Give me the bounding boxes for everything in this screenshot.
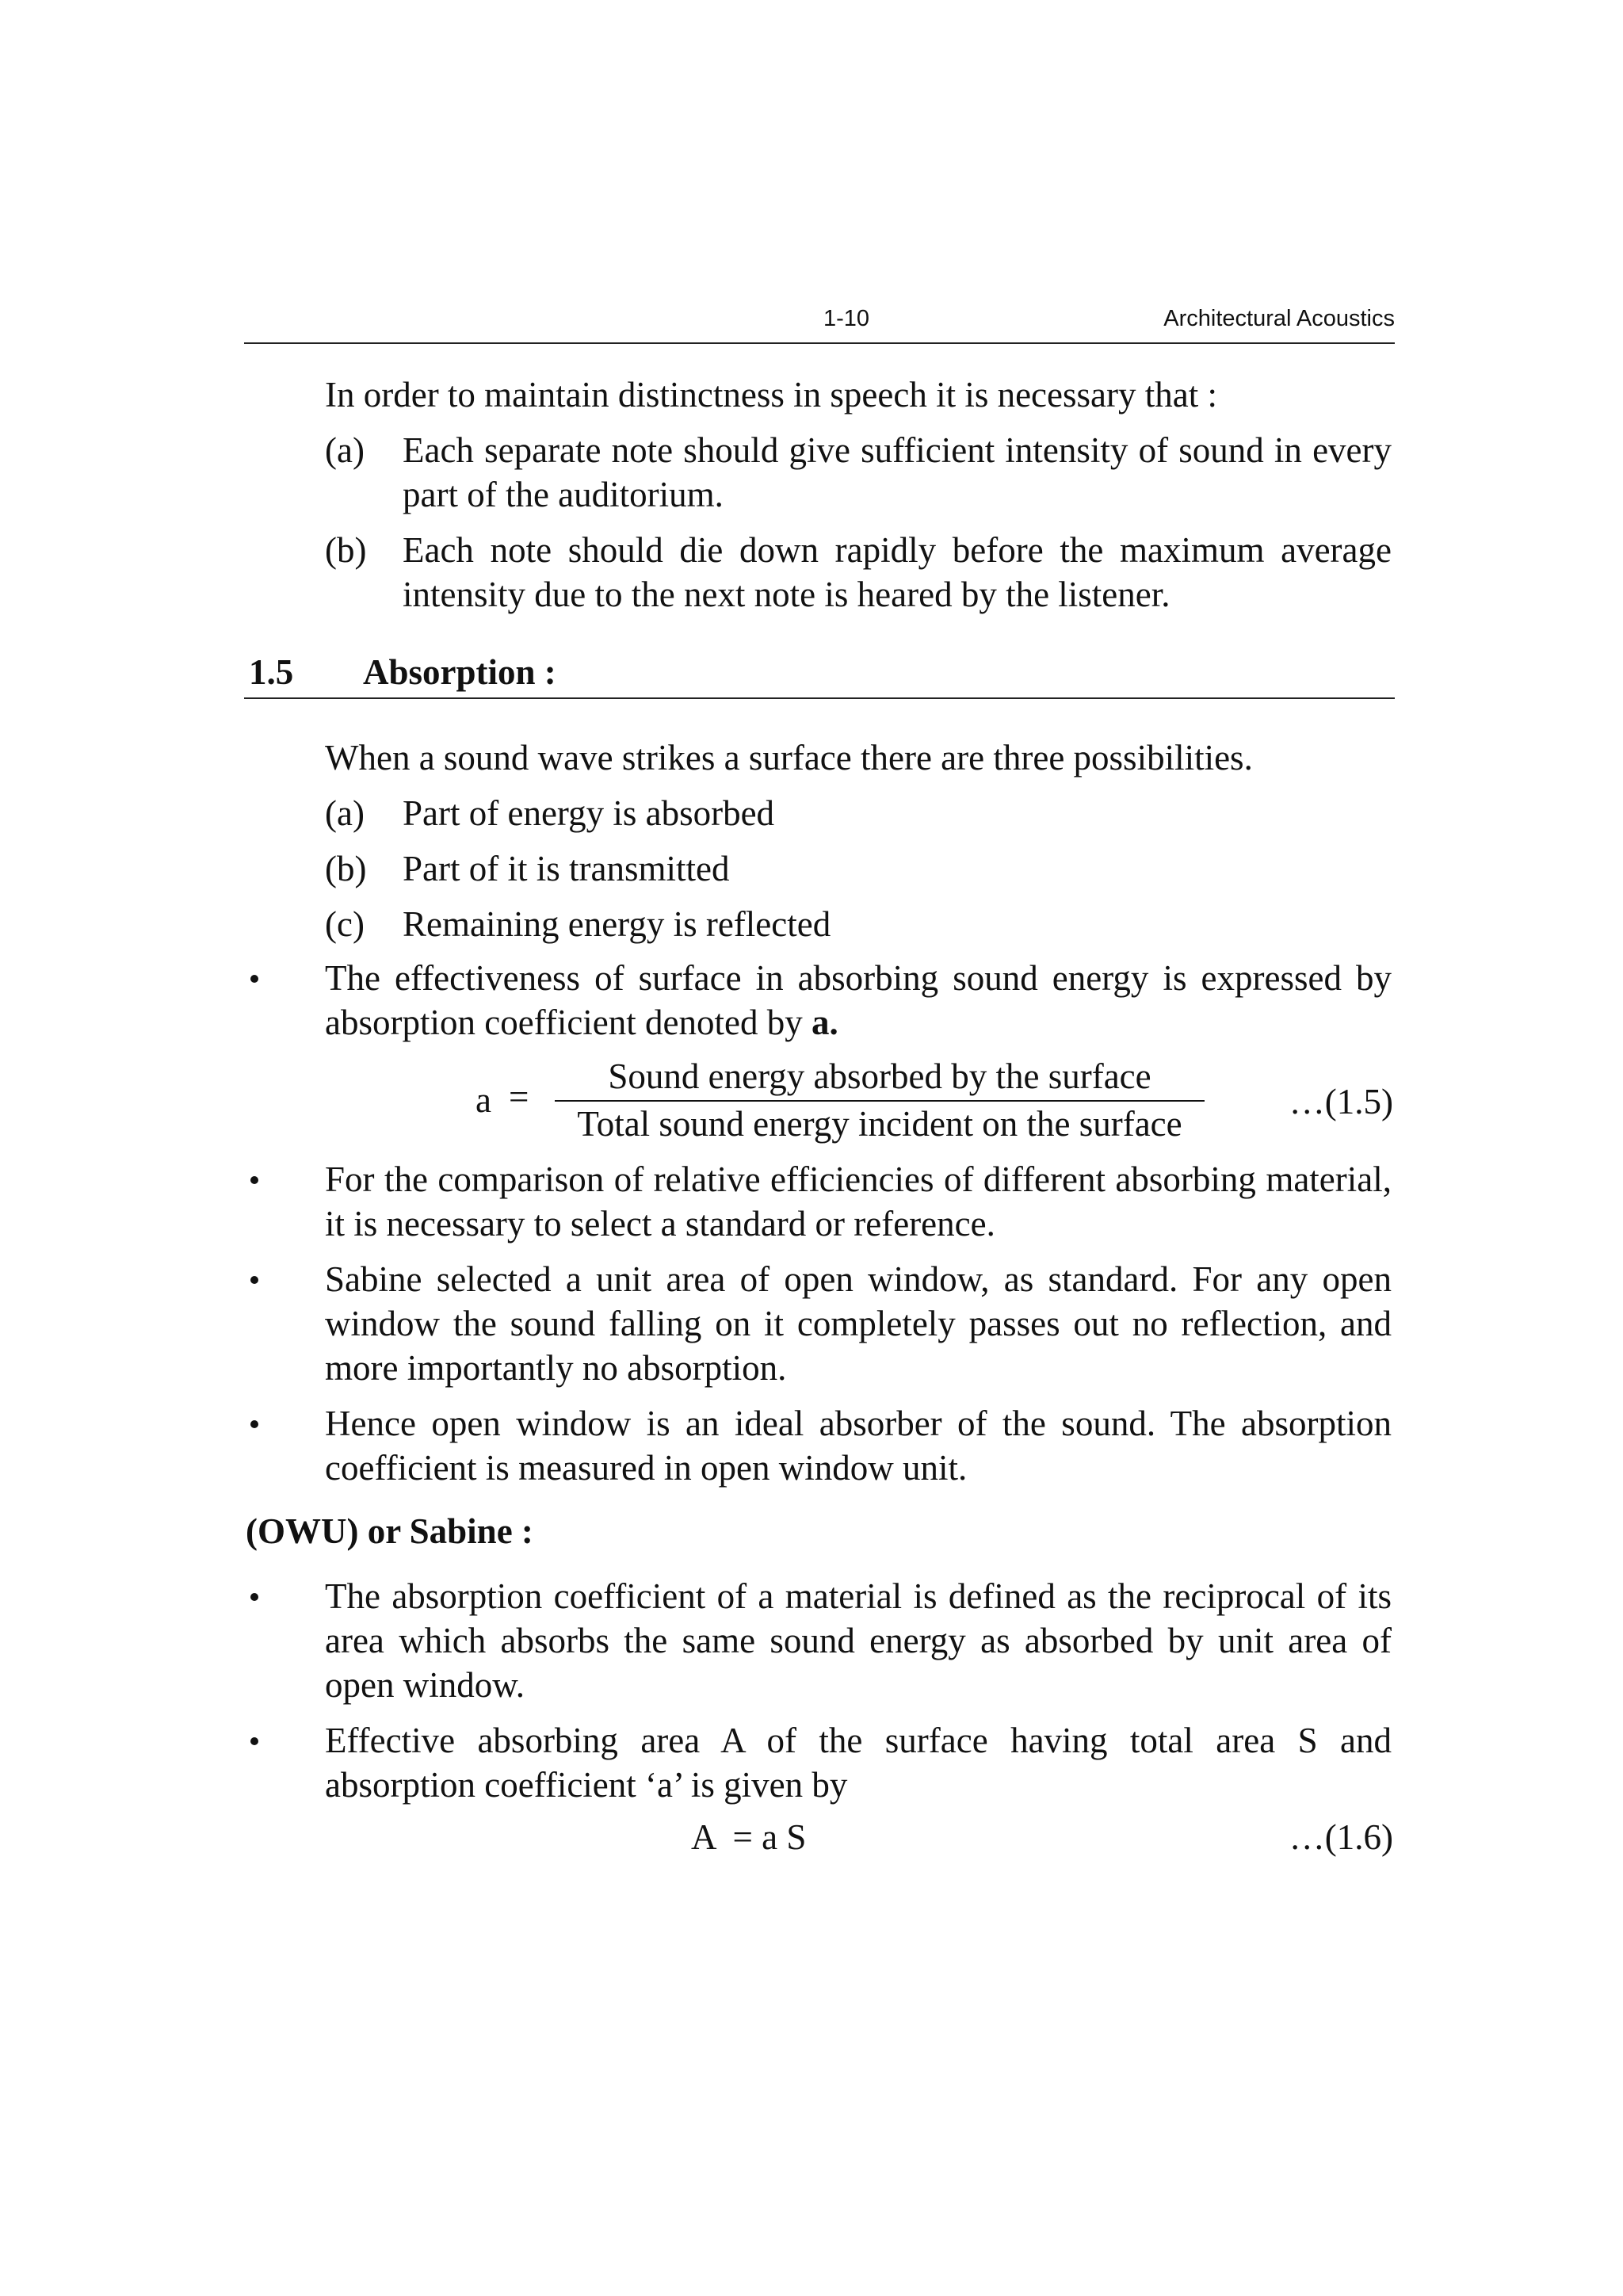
- subheading-owu: (OWU) or Sabine :: [246, 1511, 533, 1551]
- bullet-dot: [250, 1176, 258, 1184]
- bullet-text: Sabine selected a unit area of open window, as standard. For any open window the sound falling on it completely passes out no reflection, and more importantly no absorption.: [325, 1259, 1392, 1388]
- item-text: Remaining energy is reflected: [403, 904, 831, 944]
- absorption-item-a: [325, 791, 1392, 835]
- section-heading: [244, 650, 1395, 699]
- bullet-absorption-coefficient: [244, 956, 1392, 1045]
- equation-ref-1-6: …(1.6): [1289, 1817, 1393, 1857]
- bullet-effective-area: [244, 1718, 1392, 1807]
- bullet-text: The absorption coefficient of a material is defined as the reciprocal of its area which absorbs the same sound energy as absorbed by unit area of open window.: [325, 1576, 1392, 1705]
- absorption-item-c: [325, 902, 1392, 946]
- equation-ref-1-5: …(1.5): [1289, 1082, 1393, 1121]
- bullet-comparison: [244, 1157, 1392, 1246]
- bullet-text: [325, 956, 1392, 1045]
- running-title: Architectural Acoustics: [1163, 306, 1395, 331]
- bullet-text: For the comparison of relative efficiencies of different absorbing material, it is necessary to select a standard or reference.: [325, 1159, 1392, 1244]
- item-marker: (c): [325, 904, 365, 944]
- item-marker: (b): [325, 849, 367, 888]
- bullet-definition: [244, 1574, 1392, 1707]
- bullet-text-main: The effectiveness of surface in absorbing sound energy is expressed by absorption coefficient denoted by: [325, 958, 1392, 1042]
- section-title: Absorption :: [363, 652, 556, 692]
- absorption-lead: When a sound wave strikes a surface there are three possibilities.: [325, 738, 1253, 777]
- bullet-text: Effective absorbing area A of the surface having total area S and absorption coefficient ‘a’ is given by: [325, 1721, 1392, 1805]
- bullet-sabine-standard: [244, 1257, 1392, 1390]
- item-marker: (b): [325, 530, 367, 570]
- item-text: Each note should die down rapidly before the maximum average intensity due to the next note is heared by the listener.: [403, 530, 1392, 614]
- formula-denominator: Total sound energy incident on the surface: [577, 1104, 1182, 1144]
- formula-numerator: Sound energy absorbed by the surface: [555, 1054, 1205, 1102]
- item-text: Each separate note should give sufficient intensity of sound in every part of the auditorium.: [403, 430, 1392, 514]
- page-header: [244, 298, 1395, 344]
- bullet-dot: [250, 975, 258, 983]
- bullet-dot: [250, 1593, 258, 1601]
- item-marker: (a): [325, 430, 365, 470]
- page-number: 1-10: [823, 306, 870, 331]
- formula-lhs: a: [475, 1080, 491, 1120]
- absorption-item-b: [325, 846, 1392, 891]
- item-marker: (a): [325, 793, 365, 833]
- bullet-dot: [250, 1420, 258, 1428]
- formula-equals: =: [509, 1077, 529, 1117]
- formula-1-6: A = a S: [691, 1817, 807, 1857]
- bullet-text: Hence open window is an ideal absorber of the sound. The absorption coefficient is measured in open window unit.: [325, 1404, 1392, 1488]
- bullet-dot: [250, 1737, 258, 1745]
- intro-lead: In order to maintain distinctness in speech it is necessary that :: [325, 375, 1217, 415]
- item-text: Part of energy is absorbed: [403, 793, 775, 833]
- item-text: Part of it is transmitted: [403, 849, 730, 888]
- bullet-dot: [250, 1276, 258, 1284]
- intro-item-b: [325, 528, 1392, 617]
- intro-item-a: [325, 428, 1392, 517]
- bullet-ideal-absorber: [244, 1401, 1392, 1490]
- bullet-text-bold: a.: [811, 1003, 838, 1042]
- section-number: 1.5: [249, 652, 294, 692]
